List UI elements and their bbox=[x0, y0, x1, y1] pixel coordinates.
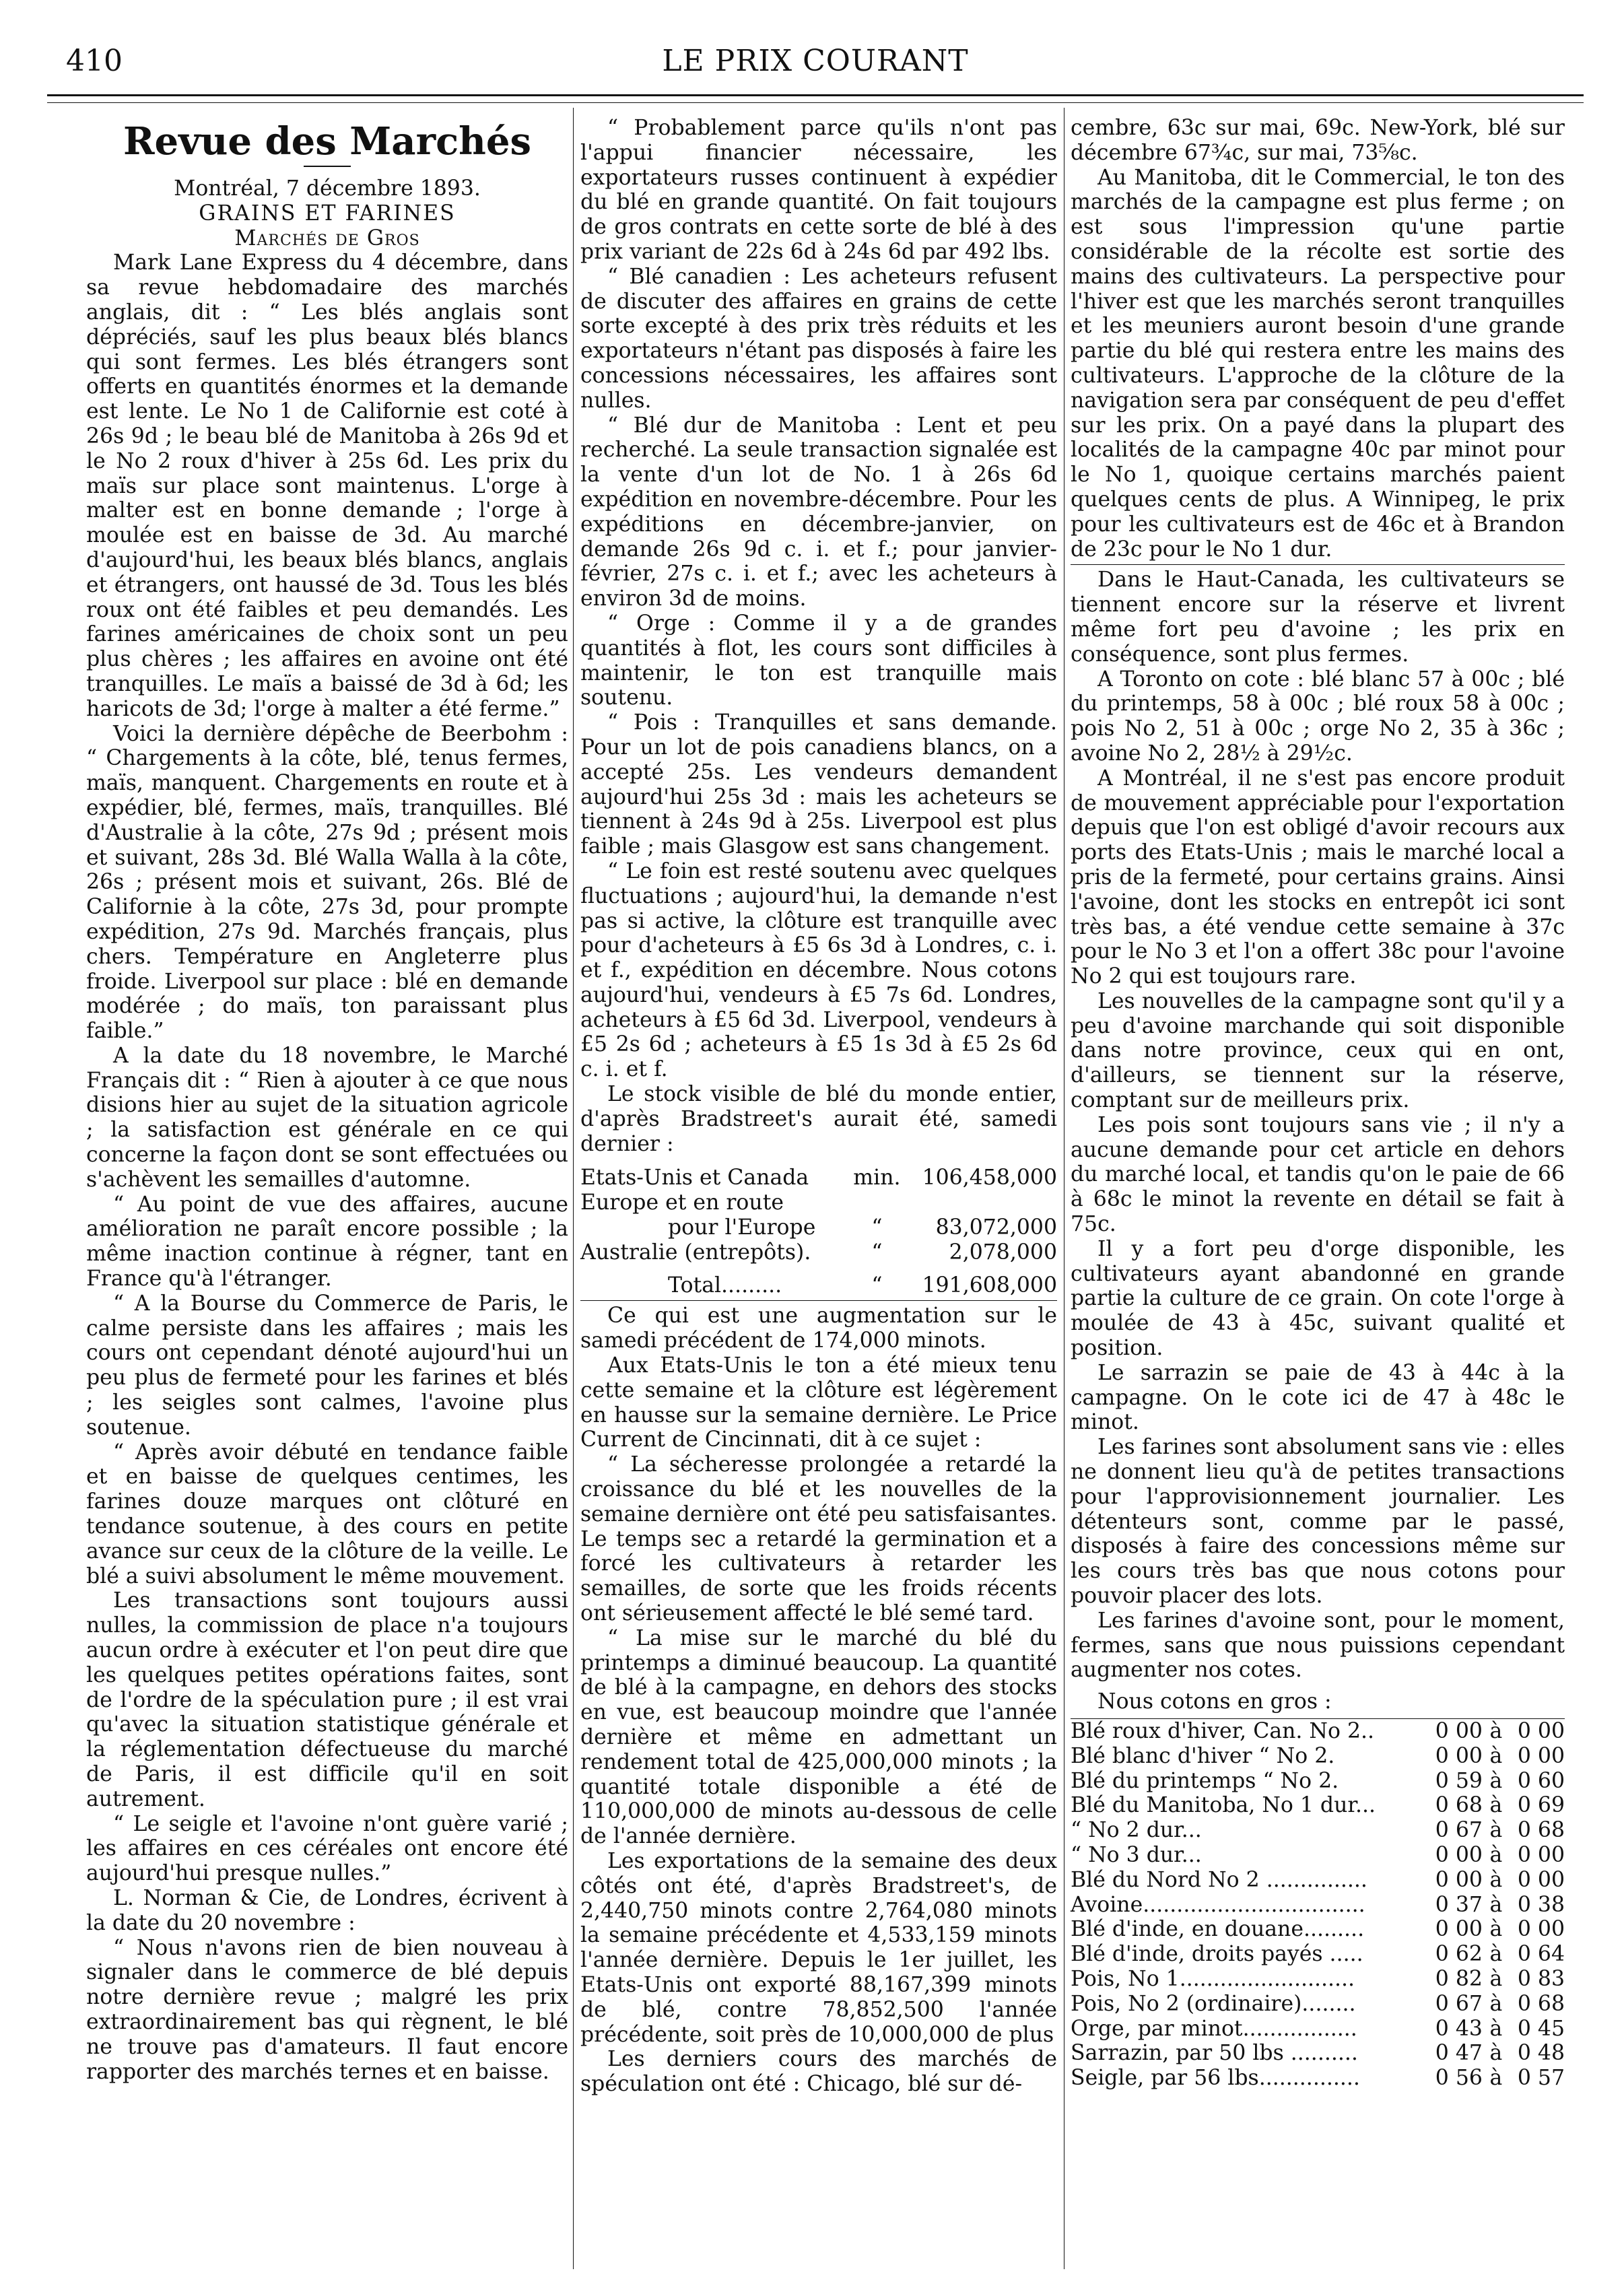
price-separator: à bbox=[1489, 1842, 1503, 1867]
stock-unit: min. bbox=[853, 1166, 901, 1190]
price-high: 0 00 bbox=[1517, 1917, 1565, 1942]
price-low: 0 43 bbox=[1435, 2016, 1483, 2041]
paragraph: Aux Etats-Unis le ton a été mieux tenu cette semaine et la clôture est légèrement en hausse sur la semaine dernière. Le Price Current de Cincinnati, dit à ce sujet : bbox=[580, 1353, 1057, 1452]
price-row bbox=[1071, 1868, 1565, 1893]
price-low: 0 59 bbox=[1435, 1768, 1483, 1793]
dateline: Montréal, 7 décembre 1893. bbox=[174, 176, 481, 201]
paragraph: “ A la Bourse du Commerce de Paris, le calme persiste dans les affaires ; mais les cours ont cependant dénoté aujourd'hui un peu plus de fermeté pour les farines et blés ; les seigles sont calmes, l'avoine plus soutenue. bbox=[86, 1291, 568, 1440]
subsection-heading: Marchés de Gros bbox=[234, 226, 420, 250]
paragraph: Le stock visible de blé du monde entier, d'après Bradstreet's aurait été, samedi dernier : bbox=[580, 1082, 1057, 1156]
paragraph: “ Au point de vue des affaires, aucune amélioration ne paraît encore possible ; la même inaction continue à régner, tant en France qu'à l'étranger. bbox=[86, 1192, 568, 1291]
paragraph: “ Nous n'avons rien de bien nouveau à signaler dans le commerce de blé depuis notre dernière revue ; malgré les prix extraordinairement bas qui règnent, le blé ne trouve pas d'amateurs. Il faut encore rapporter des marchés ternes et en baisse. bbox=[86, 1935, 568, 2084]
price-separator: à bbox=[1489, 1991, 1503, 2016]
divider bbox=[1071, 564, 1565, 565]
price-high: 0 48 bbox=[1517, 2041, 1565, 2066]
paragraph: Les farines d'avoine sont, pour le moment, fermes, sans que nous puissions cependant augmenter nos cotes. bbox=[1071, 1608, 1565, 1683]
price-separator: à bbox=[1489, 1768, 1503, 1793]
price-row bbox=[1071, 1992, 1565, 2017]
paragraph: “ Probablement parce qu'ils n'ont pas l'appui financier nécessaire, les exportateurs russes continuent à expédier du blé en grande quantité. On fait toujours de gros contrats en cette sorte de blé à des prix variant de 22s 6d à 24s 6d par 492 lbs. bbox=[580, 116, 1057, 264]
price-separator: à bbox=[1489, 1917, 1503, 1942]
paragraph: Mark Lane Express du 4 décembre, dans sa revue hebdomadaire des marchés anglais, dit : “ Les blés anglais sont dépréciés, sauf les plus beaux blés blancs qui sont fermes. Les blés étrangers sont offerts en quantités énormes et la demande est lente. Le No 1 de Californie est coté à 26s 9d ; le beau blé de Manitoba à 26s 9d et le No 2 roux d'hiver à 25s 6d. Les prix du maïs sur place sont maintenus. L'orge à malter est en bonne demande ; l'orge à moulée est en baisse de 3d. Au marché d'aujourd'hui, les beaux blés blancs, anglais et étrangers, ont haussé de 3d. Tous les blés roux ont été faibles et peu demandés. Les farines américaines de choix sont un peu plus chères ; les affaires en avoine ont été tranquilles. Le maïs a baissé de 3d à 6d; les haricots de 3d; l'orge à malter a été ferme.” bbox=[86, 250, 568, 721]
paragraph: “ Blé dur de Manitoba : Lent et peu recherché. La seule transaction signalée est la vente d'un lot de No. 1 à 26s 6d expédition en novembre-décembre. Pour les expéditions en décembre-janvier, on demande 26s 9d c. i. et f.; pour janvier-février, 27s c. i. et f.; avec les acheteurs à environ 3d de moins. bbox=[580, 413, 1057, 611]
price-low: 0 67 bbox=[1435, 1818, 1483, 1843]
price-high: 0 69 bbox=[1517, 1793, 1565, 1818]
stock-total-label: Total......... bbox=[668, 1273, 782, 1298]
price-high: 0 57 bbox=[1517, 2066, 1565, 2091]
stock-value bbox=[901, 1190, 1058, 1215]
page-number: 410 bbox=[66, 44, 123, 78]
price-row bbox=[1071, 1942, 1565, 1967]
paragraph: Les farines sont absolument sans vie : elles ne donnent lieu qu'à de petites transactions pour l'approvisionnement journalier. Les détenteurs sont, comme par le passé, disposés à faire des concessions même sur les cours très bas que nous cotons pour pouvoir placer des lots. bbox=[1071, 1435, 1565, 1609]
stock-unit: “ bbox=[871, 1273, 883, 1298]
paragraph: L. Norman & Cie, de Londres, écrivent à la date du 20 novembre : bbox=[86, 1885, 568, 1935]
stock-label: Australie (entrepôts). bbox=[580, 1240, 811, 1265]
table-row bbox=[580, 1240, 1057, 1265]
table-row bbox=[580, 1190, 1057, 1215]
title-rule bbox=[304, 166, 351, 167]
column-1 bbox=[86, 116, 568, 2084]
price-low: 0 00 bbox=[1435, 1842, 1483, 1867]
price-item: Avoine................................. bbox=[1071, 1892, 1365, 1917]
stock-unit: “ bbox=[871, 1240, 883, 1265]
price-high: 0 00 bbox=[1517, 1867, 1565, 1892]
price-item: Sarrazin, par 50 lbs .......... bbox=[1071, 2041, 1358, 2066]
price-item: Pois, No 1.......................... bbox=[1071, 1966, 1355, 1991]
price-high: 0 45 bbox=[1517, 2016, 1565, 2041]
price-high: 0 38 bbox=[1517, 1892, 1565, 1917]
paragraph: Ce qui est une augmentation sur le samedi précédent de 174,000 minots. bbox=[580, 1304, 1057, 1353]
price-low: 0 82 bbox=[1435, 1966, 1483, 1991]
stock-unit: “ bbox=[871, 1215, 883, 1240]
price-separator: à bbox=[1489, 2066, 1503, 2091]
price-item: Pois, No 2 (ordinaire)........ bbox=[1071, 1991, 1356, 2016]
price-row bbox=[1071, 1744, 1565, 1769]
price-low: 0 67 bbox=[1435, 1991, 1483, 2016]
price-low: 0 47 bbox=[1435, 2041, 1483, 2066]
paragraph: Les pois sont toujours sans vie ; il n'y a aucune demande pour cet article en dehors du marché local, et tandis qu'on le paie de 66 à 68c le minot la revente en détail se fait à 75c. bbox=[1071, 1112, 1565, 1237]
column-3 bbox=[1071, 116, 1565, 2091]
price-item: Orge, par minot................. bbox=[1071, 2016, 1357, 2041]
paragraph: A Montréal, il ne s'est pas encore produit de mouvement appréciable pour l'exportation depuis que l'on est obligé d'avoir recours aux ports des Etats-Unis ; mais le marché local a pris de la fermeté, pour certains grains. Ainsi l'avoine, dont les stocks en entrepôt ici sont très bas, a été vendue cette semaine à 37c pour le No 3 et l'on a offert 38c pour l'avoine No 2 qui est toujours rare. bbox=[1071, 766, 1565, 989]
price-table bbox=[1071, 1718, 1565, 2091]
price-row bbox=[1071, 1917, 1565, 1942]
price-high: 0 60 bbox=[1517, 1768, 1565, 1793]
price-high: 0 83 bbox=[1517, 1966, 1565, 1991]
price-high: 0 64 bbox=[1517, 1942, 1565, 1967]
stock-value: 2,078,000 bbox=[949, 1240, 1057, 1265]
stock-label: Etats-Unis et Canada bbox=[580, 1166, 809, 1190]
price-row bbox=[1071, 2017, 1565, 2042]
price-heading: Nous cotons en gros : bbox=[1097, 1689, 1332, 1714]
price-row bbox=[1071, 1769, 1565, 1794]
paragraph: Les transactions sont toujours aussi nulles, la commission de place n'a toujours aucun ordre à exécuter et l'on peut dire que les quelques petites opérations faites, sont de l'ordre de la spéculation pure ; il est vrai qu'avec la situation statistique générale et la réglementation défectueuse du marché de Paris, il est difficile qu'il en soit autrement. bbox=[86, 1588, 568, 1811]
article-title: Revue des Marchés bbox=[123, 119, 532, 164]
paragraph: Voici la dernière dépêche de Beerbohm : “ Chargements à la côte, blé, tenus fermes, maïs, manquent. Chargements en route et à expédier, blé, fermes, maïs, tranquilles. Blé d'Australie à la côte, 27s 9d ; présent mois et suivant, 28s 3d. Blé Walla Walla à la côte, 26s ; présent mois et suivant, 26s. Blé de Californie à la côte, 27s 3d, pour prompte expédition, 27s 9d. Marchés français, plus chers. Température en Angleterre plus froide. Liverpool sur place : blé en demande modérée ; do maïs, ton paraissant plus faible.” bbox=[86, 721, 568, 1044]
price-separator: à bbox=[1489, 1892, 1503, 1917]
price-low: 0 62 bbox=[1435, 1942, 1483, 1967]
table-row bbox=[580, 1265, 1057, 1298]
price-high: 0 00 bbox=[1517, 1842, 1565, 1867]
price-item: Blé du Manitoba, No 1 dur... bbox=[1071, 1793, 1376, 1818]
stock-unit bbox=[853, 1190, 900, 1215]
price-low: 0 37 bbox=[1435, 1892, 1483, 1917]
paragraph: Les derniers cours des marchés de spéculation ont été : Chicago, blé sur dé- bbox=[580, 2047, 1057, 2097]
price-item: Blé du Nord No 2 ............... bbox=[1071, 1867, 1367, 1892]
price-row bbox=[1071, 1967, 1565, 1992]
price-separator: à bbox=[1489, 1719, 1503, 1743]
price-separator: à bbox=[1489, 1793, 1503, 1818]
price-row bbox=[1071, 1893, 1565, 1918]
paragraph: Les exportations de la semaine des deux côtés ont été, d'après Bradstreet's, de 2,440,750 minots contre 2,764,080 minots la semaine précédente et 4,533,159 minots l'année dernière. Depuis le 1er juillet, les Etats-Unis ont exporté 88,167,399 minots de blé, contre 78,852,500 l'année précédente, soit près de 10,000,000 de plus bbox=[580, 1848, 1057, 2047]
page-header bbox=[47, 37, 1584, 84]
price-row bbox=[1071, 1793, 1565, 1818]
stock-total-value: 191,608,000 bbox=[922, 1273, 1057, 1298]
column-2 bbox=[580, 116, 1057, 2097]
price-high: 0 00 bbox=[1517, 1719, 1565, 1743]
price-separator: à bbox=[1489, 1867, 1503, 1892]
paragraph: “ Le seigle et l'avoine n'ont guère varié ; les affaires en ces céréales ont encore été aujourd'hui presque nulles.” bbox=[86, 1811, 568, 1886]
stock-table bbox=[580, 1166, 1057, 1298]
paragraph: “ La sécheresse prolongée a retardé la croissance du blé et les nouvelles de la semaine dernière ont été peu satisfaisantes. Le temps sec a retardé la germination et a forcé les cultivateurs à retarder les semailles, de sorte que les froids récents ont sérieusement affecté le blé semé tard. bbox=[580, 1452, 1057, 1626]
stock-value: 83,072,000 bbox=[935, 1215, 1057, 1240]
column-divider bbox=[573, 108, 574, 2269]
price-item: Blé blanc d'hiver “ No 2. bbox=[1071, 1743, 1335, 1768]
price-row bbox=[1071, 1843, 1565, 1868]
header-rule-thin bbox=[47, 102, 1584, 103]
section-heading: GRAINS ET FARINES bbox=[199, 201, 456, 226]
price-separator: à bbox=[1489, 1818, 1503, 1843]
paragraph: “ La mise sur le marché du blé du printemps a diminué beaucoup. La quantité de blé à la campagne, en dehors des stocks en vue, est beaucoup moindre que l'année dernière et même en admettant un rendement total de 425,000,000 minots ; la quantité totale disponible a été de 110,000,000 de minots au-dessous de celle de l'année dernière. bbox=[580, 1625, 1057, 1849]
paragraph: Les nouvelles de la campagne sont qu'il y a peu d'avoine marchande qui soit disponible dans notre province, ceux qui en ont, d'ailleurs, se tiennent sur la réserve, comptant sur de meilleurs prix. bbox=[1071, 988, 1565, 1113]
price-item: Blé d'inde, en douane......... bbox=[1071, 1917, 1365, 1942]
paragraph: Il y a fort peu d'orge disponible, les cultivateurs ayant abandonné en grande partie la culture de ce grain. On cote l'orge à moulée de 43 à 45c, suivant qualité et position. bbox=[1071, 1236, 1565, 1361]
stock-label: Europe et en route bbox=[580, 1190, 784, 1215]
paragraph: Au Manitoba, dit le Commercial, le ton des marchés de la campagne est plus ferme ; on est sous l'impression qu'une partie considérable de la récolte est sortie des mains des cultivateurs. La perspective pour l'hiver est que les marchés seront tranquilles et les meuniers auront besoin d'une grande partie du blé qui restera entre les mains des cultivateurs. L'approche de la clôture de la navigation sera par conséquent de peu d'effet sur les prix. On a payé dans la plupart des localités de la campagne 40c par minot pour le No 1, quoique certains marchés paient quelques cents de plus. A Winnipeg, le prix pour les cultivateurs est de 46c et à Brandon de 23c pour le No 1 dur. bbox=[1071, 165, 1565, 562]
price-low: 0 00 bbox=[1435, 1917, 1483, 1942]
price-high: 0 68 bbox=[1517, 1818, 1565, 1843]
paragraph: A la date du 18 novembre, le Marché Français dit : “ Rien à ajouter à ce que nous disions hier au sujet de la situation agricole ; la satisfaction est générale en ce qui concerne la façon dont se sont effectuées ou s'achèvent les semailles d'automne. bbox=[86, 1043, 568, 1192]
price-item: Seigle, par 56 lbs............... bbox=[1071, 2066, 1360, 2091]
price-separator: à bbox=[1489, 2041, 1503, 2066]
stock-label: pour l'Europe bbox=[668, 1215, 816, 1240]
stock-value: 106,458,000 bbox=[922, 1166, 1057, 1190]
price-low: 0 00 bbox=[1435, 1719, 1483, 1743]
price-low: 0 00 bbox=[1435, 1867, 1483, 1892]
paragraph: “ Après avoir débuté en tendance faible et en baisse de quelques centimes, les farines douze marques ont clôturé en tendance soutenue, à des cours en petite avance sur ceux de la clôture de la veille. Le blé a suivi absolument le même mouvement. bbox=[86, 1440, 568, 1588]
paragraph: “ Pois : Tranquilles et sans demande. Pour un lot de pois canadiens blancs, on a accepté 25s. Les vendeurs demandent aujourd'hui 25s 3d : mais les acheteurs se tiennent à 24s 9d à 25s. Liverpool est plus faible ; mais Glasgow est sans changement. bbox=[580, 710, 1057, 859]
price-row bbox=[1071, 2066, 1565, 2091]
price-row bbox=[1071, 1719, 1565, 1744]
price-row bbox=[1071, 2041, 1565, 2066]
paragraph: A Toronto on cote : blé blanc 57 à 00c ; blé du printemps, 58 à 00c ; blé roux 58 à 00c ; pois No 2, 51 à 00c ; orge No 2, 35 à 36c ; avoine No 2, 28½ à 29½c. bbox=[1071, 667, 1565, 766]
table-row bbox=[580, 1166, 1057, 1190]
paragraph: “ Le foin est resté soutenu avec quelques fluctuations ; aujourd'hui, la demande n'est pas si active, la clôture est tranquille avec pour d'acheteurs à £5 6s 3d à Londres, c. i. et f., expédition en décembre. Nous cotons aujourd'hui, vendeurs à £5 7s 6d. Londres, acheteurs à £5 6d 3d. Liverpool, vendeurs à £5 2s 6d ; acheteurs à £5 1s 3d à £5 2s 6d c. i. et f. bbox=[580, 859, 1057, 1082]
price-separator: à bbox=[1489, 1942, 1503, 1967]
price-low: 0 56 bbox=[1435, 2066, 1483, 2091]
journal-title: LE PRIX COURANT bbox=[662, 44, 969, 78]
paragraph: “ Blé canadien : Les acheteurs refusent de discuter des affaires en grains de cette sorte excepté à des prix très réduits et les exportateurs n'étant pas disposés à faire les concessions nécessaires, les affaires sont nulles. bbox=[580, 264, 1057, 413]
price-high: 0 00 bbox=[1517, 1743, 1565, 1768]
price-separator: à bbox=[1489, 2016, 1503, 2041]
price-high: 0 68 bbox=[1517, 1991, 1565, 2016]
price-separator: à bbox=[1489, 1743, 1503, 1768]
price-item: “ No 3 dur... bbox=[1071, 1842, 1202, 1867]
paragraph: “ Orge : Comme il y a de grandes quantités à flot, les cours sont difficiles à maintenir, le ton est tranquille mais soutenu. bbox=[580, 611, 1057, 710]
paragraph: Dans le Haut-Canada, les cultivateurs se tiennent encore sur la réserve et livrent même fort peu d'avoine ; les prix en conséquence, sont plus fermes. bbox=[1071, 568, 1565, 667]
price-row bbox=[1071, 1818, 1565, 1843]
header-rule bbox=[47, 94, 1584, 96]
divider bbox=[580, 1300, 1057, 1301]
price-item: Blé d'inde, droits payés ..... bbox=[1071, 1942, 1363, 1967]
price-low: 0 00 bbox=[1435, 1743, 1483, 1768]
price-separator: à bbox=[1489, 1966, 1503, 1991]
paragraph: cembre, 63c sur mai, 69c. New-York, blé sur décembre 67¾c, sur mai, 73⅝c. bbox=[1071, 116, 1565, 165]
paragraph: Le sarrazin se paie de 43 à 44c à la campagne. On le cote ici de 47 à 48c le minot. bbox=[1071, 1360, 1565, 1435]
price-low: 0 68 bbox=[1435, 1793, 1483, 1818]
table-row bbox=[580, 1215, 1057, 1240]
price-item: “ No 2 dur... bbox=[1071, 1818, 1202, 1843]
price-item: Blé roux d'hiver, Can. No 2.. bbox=[1071, 1719, 1375, 1743]
price-item: Blé du printemps “ No 2. bbox=[1071, 1768, 1339, 1793]
